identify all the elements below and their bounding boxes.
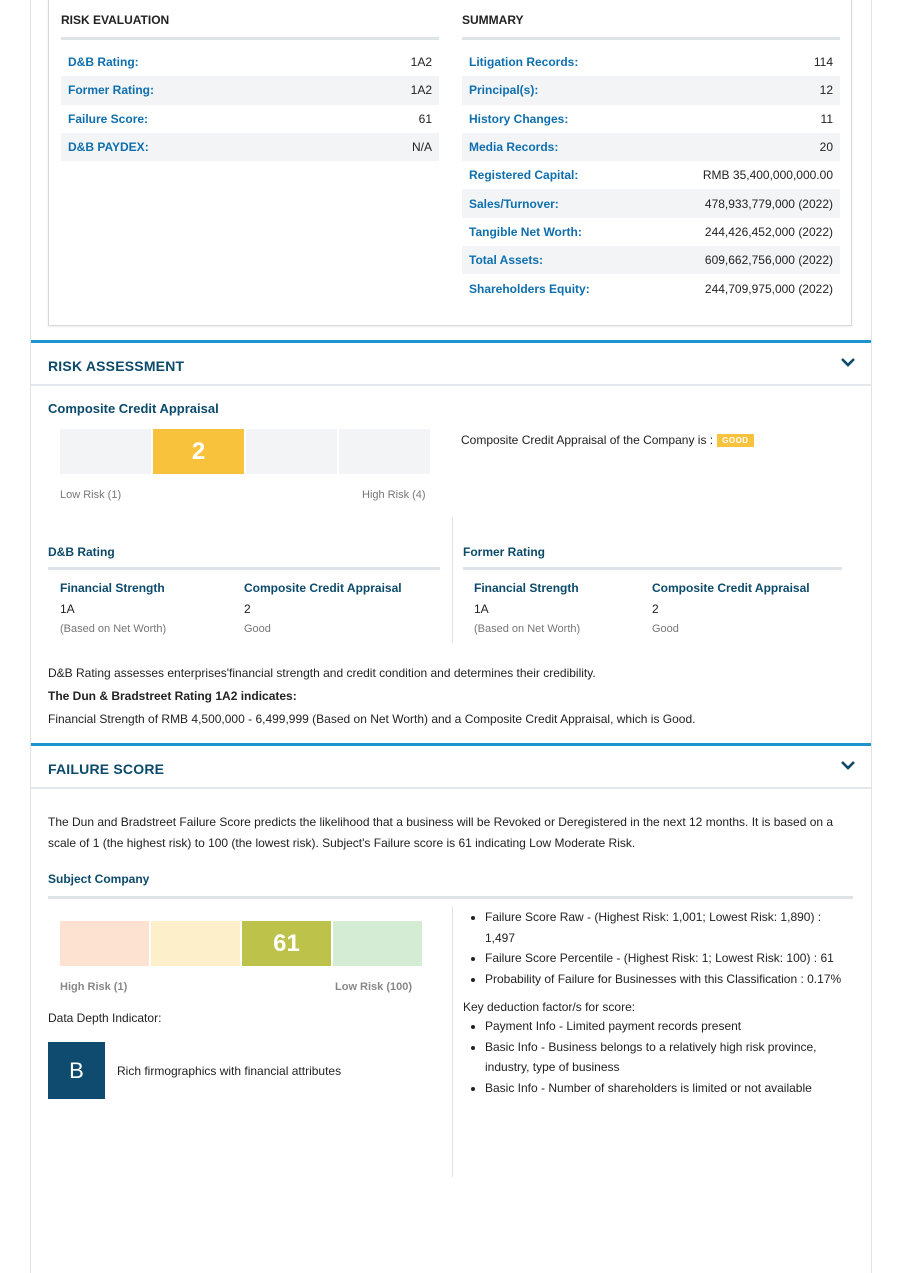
dnb-composite-appraisal: [244, 581, 402, 635]
data-depth-label: Data Depth Indicator:: [48, 1011, 162, 1025]
kv-row: [462, 76, 840, 104]
rating-indicates-heading: The Dun & Bradstreet Rating 1A2 indicates:: [48, 689, 297, 703]
risk-evaluation-title: RISK EVALUATION: [61, 0, 439, 40]
list-item: • Basic Info - Business belongs to a relatively high risk province, industry, type of business: [485, 1037, 843, 1078]
good-badge: GOOD: [717, 434, 753, 447]
cca-heading: Composite Credit Appraisal: [244, 581, 402, 595]
failure-divider: [452, 907, 453, 1177]
low-risk-label: Low Risk (1): [60, 489, 122, 501]
cca-note: Good: [244, 623, 271, 635]
gauge-segment: [60, 429, 151, 474]
fs-value: 1A: [60, 602, 75, 616]
former-composite-appraisal: [652, 581, 810, 635]
low-risk-label: Low Risk (100): [335, 981, 413, 993]
kv-row: [462, 218, 840, 246]
kv-value: 1A2: [410, 55, 432, 70]
failure-details: [463, 907, 843, 1098]
composite-statement: [461, 433, 754, 447]
gauge-segment: [246, 429, 337, 474]
kv-value: 1A2: [410, 83, 432, 98]
failure-score-description: The Dun and Bradstreet Failure Score predicts the likelihood that a business will be Revoked or Deregistered in the next 12 months. It is based on a scale of 1 (the highest risk) to 100 (the lowest risk). Subject's Failure score is 61 indicating Low Moderate Risk.: [48, 815, 834, 850]
kv-row: [462, 246, 840, 274]
key-factors-label: Key deduction factor/s for score:: [463, 1000, 636, 1014]
gauge-segment-active: 2: [153, 429, 244, 474]
list-item: • Failure Score Raw - (Highest Risk: 1,001; Lowest Risk: 1,890) : 1,497: [485, 907, 843, 948]
kv-label: D&B PAYDEX:: [68, 140, 149, 155]
kv-label: Registered Capital:: [469, 168, 579, 183]
kv-value: RMB 35,400,000,000.00: [702, 168, 833, 183]
overview-panel: [48, 0, 852, 326]
kv-value: N/A: [411, 140, 432, 155]
subject-company-rule: [48, 896, 853, 899]
kv-label: D&B Rating:: [68, 55, 139, 70]
report-page: [30, 0, 872, 1273]
kv-value: 61: [418, 111, 432, 126]
kv-value: 114: [813, 55, 833, 70]
risk-evaluation-column: [61, 0, 439, 161]
kv-value: 20: [819, 140, 833, 155]
rating-indicates-text: Financial Strength of RMB 4,500,000 - 6,499,999 (Based on Net Worth) and a Composite Credit Appraisal, which is Good.: [48, 712, 696, 726]
former-rating-title: Former Rating: [463, 545, 842, 570]
fs-heading: Financial Strength: [60, 581, 165, 595]
fs-heading: Financial Strength: [474, 581, 579, 595]
kv-row: [462, 105, 840, 133]
gauge-segment-active: 61: [242, 921, 331, 966]
chevron-down-icon[interactable]: [841, 356, 855, 368]
list-item: • Probability of Failure for Businesses with this Classification : 0.17%: [485, 969, 843, 990]
list-item: • Basic Info - Number of shareholders is limited or not available: [485, 1078, 843, 1099]
kv-label: Litigation Records:: [469, 55, 579, 70]
summary-title: SUMMARY: [462, 0, 840, 40]
risk-evaluation-list: [61, 48, 439, 161]
kv-label: Sales/Turnover:: [469, 196, 559, 211]
failure-score-header[interactable]: [31, 743, 871, 789]
kv-label: Shareholders Equity:: [469, 281, 590, 296]
kv-row: [462, 189, 840, 217]
key-factors-list: [463, 1016, 843, 1098]
dnb-rating-box: [48, 545, 440, 645]
fs-note: (Based on Net Worth): [474, 623, 581, 635]
failure-score-gauge: [60, 921, 422, 966]
summary-column: [462, 0, 840, 303]
gauge-segment: [151, 921, 240, 966]
summary-list: [462, 48, 840, 303]
kv-row: [61, 76, 439, 104]
risk-assessment-header[interactable]: [31, 340, 871, 386]
kv-value: 244,426,452,000 (2022): [704, 224, 833, 239]
kv-value: 244,709,975,000 (2022): [704, 281, 833, 296]
kv-row: [462, 161, 840, 189]
kv-label: Principal(s):: [469, 83, 539, 98]
cca-value: 2: [652, 602, 659, 616]
kv-row: [462, 48, 840, 76]
kv-label: Tangible Net Worth:: [469, 224, 582, 239]
dnb-rating-title: D&B Rating: [48, 545, 440, 570]
rating-explanation: D&B Rating assesses enterprises'financial strength and credit condition and determines their credibility.: [48, 666, 596, 680]
kv-label: Failure Score:: [68, 111, 149, 126]
data-depth-text: Rich firmographics with financial attributes: [117, 1064, 342, 1078]
former-financial-strength: [474, 581, 580, 635]
composite-credit-gauge: [60, 429, 430, 474]
rating-divider: [452, 517, 453, 643]
composite-statement-text: Composite Credit Appraisal of the Company is :: [461, 433, 714, 447]
cca-heading: Composite Credit Appraisal: [652, 581, 810, 595]
risk-assessment-title: RISK ASSESSMENT: [48, 358, 185, 374]
composite-credit-appraisal-title: Composite Credit Appraisal: [48, 401, 219, 416]
cca-note: Good: [652, 623, 679, 635]
gauge-segment: [339, 429, 430, 474]
kv-label: History Changes:: [469, 111, 569, 126]
subject-company-title: Subject Company: [48, 872, 150, 886]
kv-value: 478,933,779,000 (2022): [704, 196, 833, 211]
kv-row: [61, 48, 439, 76]
list-item: • Payment Info - Limited payment records present: [485, 1016, 843, 1037]
dnb-financial-strength: [60, 581, 166, 635]
kv-value: 609,662,756,000 (2022): [704, 253, 833, 268]
kv-value: 12: [819, 83, 833, 98]
kv-row: [61, 133, 439, 161]
cca-value: 2: [244, 602, 251, 616]
kv-label: Former Rating:: [68, 83, 155, 98]
kv-row: [462, 274, 840, 302]
former-rating-box: [463, 545, 842, 645]
fs-value: 1A: [474, 602, 489, 616]
chevron-down-icon[interactable]: [841, 759, 855, 771]
high-risk-label: High Risk (1): [60, 981, 128, 993]
data-depth-grade: B: [48, 1042, 105, 1099]
gauge-segment: [60, 921, 149, 966]
kv-label: Total Assets:: [469, 253, 544, 268]
kv-label: Media Records:: [469, 140, 559, 155]
fs-note: (Based on Net Worth): [60, 623, 167, 635]
kv-value: 11: [820, 111, 833, 126]
list-item: • Failure Score Percentile - (Highest Risk: 1; Lowest Risk: 100) : 61: [485, 948, 843, 969]
kv-row: [61, 105, 439, 133]
failure-score-title: FAILURE SCORE: [48, 761, 165, 777]
high-risk-label: High Risk (4): [362, 489, 426, 501]
kv-row: [462, 133, 840, 161]
failure-score-bullets: [463, 907, 843, 989]
gauge-segment: [333, 921, 422, 966]
